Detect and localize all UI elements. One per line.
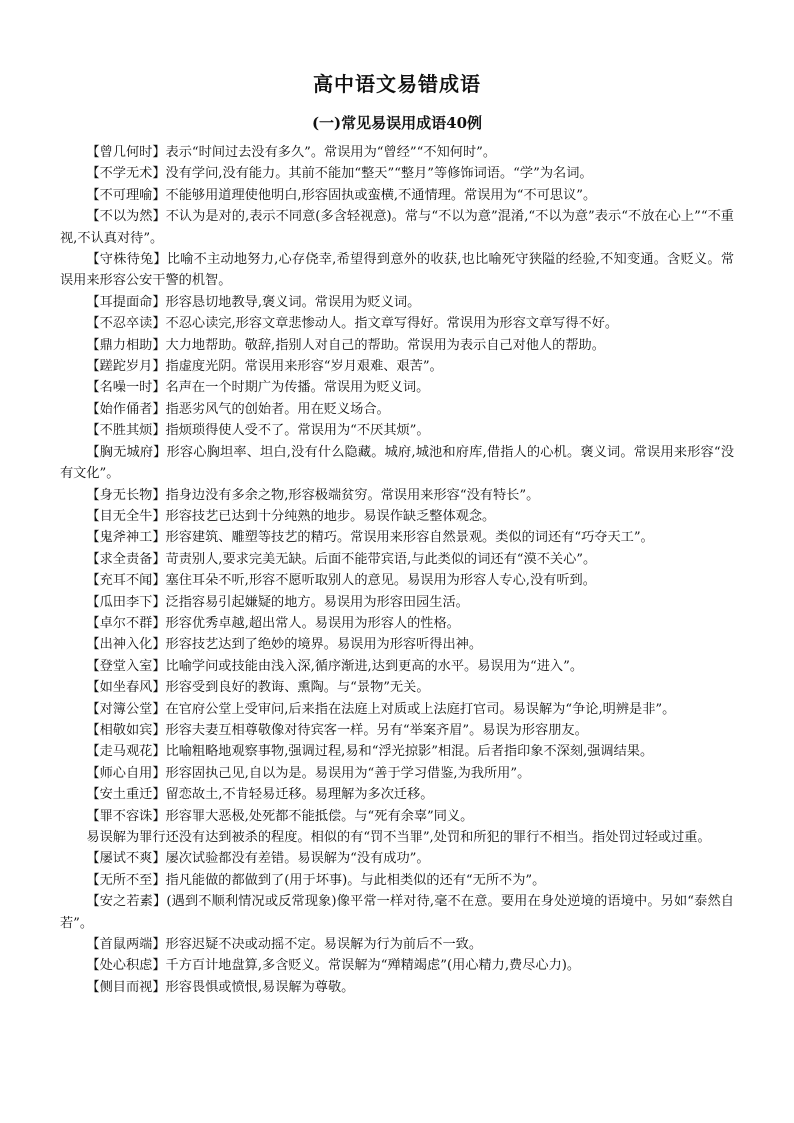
idiom-entry (60, 613, 734, 634)
idiom-term: 【胸无城府】 (86, 444, 167, 460)
idiom-explanation: 形容心胸坦率、坦白,没有什么隐藏。城府,城池和府库,借指人的心机。褒义词。常误用来形容“没有文化”。 (60, 444, 735, 482)
idiom-explanation: 比喻粗略地观察事物,强调过程,易和“浮光掠影”相混。后者指印象不深刻,强调结果。 (165, 744, 654, 760)
idiom-explanation: 形容恳切地教导,褒义词。常误用为贬义词。 (165, 294, 421, 310)
idiom-entry (60, 763, 734, 784)
idiom-explanation: 指虚度光阴。常误用来形容“岁月艰难、艰苦”。 (165, 359, 443, 375)
idiom-explanation: 形容夫妻互相尊敬像对待宾客一样。另有“举案齐眉”。易误为形容朋友。 (165, 722, 588, 738)
idiom-explanation: 苛责别人,要求完美无缺。后面不能带宾语,与此类似的词还有“漠不关心”。 (165, 551, 597, 567)
idiom-explanation: 名声在一个时期广为传播。常误用为贬义词。 (165, 380, 430, 396)
idiom-entry (60, 185, 734, 206)
idiom-term: 【安之若素】 (86, 894, 167, 910)
idiom-entry (60, 163, 734, 184)
idiom-entry (60, 377, 734, 398)
idiom-entry (60, 720, 734, 741)
idiom-term: 【瓜田李下】 (86, 594, 166, 610)
idiom-entry (60, 570, 734, 591)
idiom-term: 【屡试不爽】 (86, 851, 166, 867)
idiom-entry (60, 806, 734, 827)
idiom-term: 【求全责备】 (86, 551, 166, 567)
idiom-explanation: 形容受到良好的教诲、熏陶。与“景物”无关。 (165, 680, 430, 696)
idiom-explanation: 形容迟疑不决或动摇不定。易误解为行为前后不一致。 (165, 937, 483, 953)
idiom-term: 【不胜其烦】 (86, 423, 166, 439)
idiom-entry (60, 442, 734, 485)
idiom-term: 【安土重迁】 (86, 787, 166, 803)
idiom-entry (60, 356, 734, 377)
section-subtitle: (一)常见易误用成语40例 (311, 114, 483, 132)
idiom-term: 【曾几何时】 (86, 145, 166, 160)
idiom-explanation: 指身边没有多余之物,形容极端贫穷。常误用来形容“没有特长”。 (165, 487, 540, 503)
idiom-entry (60, 634, 734, 655)
idiom-entry (60, 977, 734, 998)
idiom-explanation: 泛指容易引起嫌疑的地方。易误用为形容田园生活。 (165, 594, 469, 610)
idiom-explanation: 不认为是对的,表示不同意(多含轻视意)。常与“不以为意”混淆,“不以为意”表示“不放在心上”“不重视,不认真对待”。 (60, 209, 734, 246)
idiom-explanation: 指烦琐得使人受不了。常误用为“不厌其烦”。 (165, 423, 430, 439)
idiom-entry (60, 741, 734, 762)
idiom-term: 【侧目而视】 (86, 979, 166, 995)
idiom-entry (60, 249, 734, 292)
idiom-term: 【目无全牛】 (86, 508, 166, 524)
idiom-explanation: 形容技艺达到了绝妙的境界。易误用为形容听得出神。 (165, 637, 483, 653)
idiom-term: 【出神入化】 (86, 637, 166, 653)
idiom-term: 【卓尔不群】 (86, 615, 166, 631)
idiom-entry (60, 549, 734, 570)
idiom-term: 【不学无术】 (86, 166, 166, 182)
idiom-entry (60, 506, 734, 527)
idiom-explanation: 留恋故土,不肯轻易迁移。易理解为多次迁移。 (165, 787, 434, 803)
idiom-explanation: 形容建筑、雕塑等技艺的精巧。常误用来形容自然景观。类似的词还有“巧夺天工”。 (165, 530, 654, 546)
idiom-term: 【鬼斧神工】 (86, 530, 166, 546)
idiom-term: 【登堂入室】 (86, 658, 166, 674)
idiom-entry (60, 485, 734, 506)
idiom-term: 【处心积虑】 (86, 958, 166, 974)
idiom-entry (60, 313, 734, 334)
idiom-explanation: 形容固执己见,自以为是。易误用为“善于学习借鉴,为我所用”。 (165, 765, 531, 781)
idiom-entry (60, 827, 734, 848)
idiom-entry (60, 142, 734, 163)
idiom-explanation: 指恶劣风气的创始者。用在贬义场合。 (165, 401, 390, 417)
idiom-explanation: 屡次试验都没有差错。易误解为“没有成功”。 (165, 851, 430, 867)
idiom-entry (60, 870, 734, 891)
idiom-term: 【无所不至】 (86, 872, 166, 888)
idiom-explanation: 没有学问,没有能力。其前不能加“整天”“整月”等修饰词语。“学”为名词。 (165, 166, 593, 182)
idiom-explanation: 易误解为罪行还没有达到被杀的程度。相似的有“罚不当罪”,处罚和所犯的罪行不相当。指处罚过轻或过重。 (86, 830, 711, 845)
idiom-explanation: (遇到不顺利情况或反常现象)像平常一样对待,毫不在意。要用在身处逆境的语境中。另如“泰然自若”。 (60, 894, 734, 931)
idiom-entry (60, 848, 734, 869)
idiom-term: 【首鼠两端】 (86, 937, 166, 953)
idiom-term: 【相敬如宾】 (86, 722, 166, 738)
idiom-entry (60, 891, 734, 934)
idiom-entry (60, 206, 734, 249)
idiom-term: 【罪不容诛】 (86, 808, 166, 824)
idiom-explanation: 不能够用道理使他明白,形容固执或蛮横,不通情理。常误用为“不可思议”。 (165, 187, 597, 203)
idiom-list (60, 142, 734, 998)
idiom-entry (60, 399, 734, 420)
idiom-explanation: 不忍心读完,形容文章悲惨动人。指文章写得好。常误用为形容文章写得不好。 (165, 316, 619, 332)
idiom-entry (60, 592, 734, 613)
idiom-explanation: 比喻学问或技能由浅入深,循序渐进,达到更高的水平。易误用为“进入”。 (165, 658, 584, 674)
idiom-explanation: 形容技艺已达到十分纯熟的地步。易误作缺乏整体观念。 (165, 508, 496, 524)
page-title: 高中语文易错成语 (313, 72, 481, 96)
idiom-entry (60, 420, 734, 441)
idiom-entry (60, 292, 734, 313)
idiom-term: 【身无长物】 (86, 487, 166, 503)
idiom-explanation: 千方百计地盘算,多含贬义。常误解为“殚精竭虑”(用心精力,费尽心力)。 (165, 958, 581, 974)
idiom-term: 【蹉跎岁月】 (86, 359, 166, 375)
idiom-term: 【充耳不闻】 (86, 573, 166, 589)
idiom-term: 【师心自用】 (86, 765, 166, 781)
idiom-explanation: 形容畏惧或愤恨,易误解为尊敬。 (165, 979, 355, 995)
idiom-entry (60, 677, 734, 698)
idiom-term: 【耳提面命】 (86, 294, 166, 310)
idiom-term: 【如坐春风】 (86, 680, 166, 696)
idiom-entry (60, 335, 734, 356)
idiom-explanation: 表示“时间过去没有多久”。常误用为“曾经”“不知何时”。 (165, 145, 497, 160)
idiom-term: 【走马观花】 (86, 744, 166, 760)
idiom-explanation: 比喻不主动地努力,心存侥幸,希望得到意外的收获,也比喻死守狭隘的经验,不知变通。含贬义。常误用来形容公安干警的机智。 (60, 252, 735, 289)
idiom-term: 【守株待兔】 (86, 252, 167, 268)
idiom-term: 【不以为然】 (86, 209, 166, 225)
idiom-explanation: 塞住耳朵不听,形容不愿听取别人的意见。易误用为形容人专心,没有听到。 (165, 573, 596, 589)
idiom-term: 【对簿公堂】 (86, 701, 166, 717)
idiom-entry (60, 699, 734, 720)
idiom-term: 【名噪一时】 (86, 380, 166, 396)
idiom-entry (60, 934, 734, 955)
idiom-entry (60, 955, 734, 976)
idiom-term: 【不可理喻】 (86, 187, 166, 203)
idiom-entry (60, 784, 734, 805)
idiom-entry (60, 527, 734, 548)
idiom-explanation: 在官府公堂上受审问,后来指在法庭上对质或上法庭打官司。易误解为“争论,明辨是非”。 (165, 701, 676, 717)
idiom-term: 【不忍卒读】 (86, 316, 166, 332)
idiom-entry (60, 656, 734, 677)
idiom-explanation: 大力地帮助。敬辞,指别人对自己的帮助。常误用为表示自己对他人的帮助。 (165, 337, 605, 353)
idiom-explanation: 指凡能做的都做到了(用于坏事)。与此相类似的还有“无所不为”。 (165, 872, 546, 888)
idiom-term: 【鼎力相助】 (86, 337, 166, 353)
idiom-term: 【始作俑者】 (86, 401, 166, 417)
idiom-explanation: 形容优秀卓越,超出常人。易误用为形容人的性格。 (165, 615, 460, 631)
idiom-explanation: 形容罪大恶极,处死都不能抵偿。与“死有余辜”同义。 (165, 808, 474, 824)
